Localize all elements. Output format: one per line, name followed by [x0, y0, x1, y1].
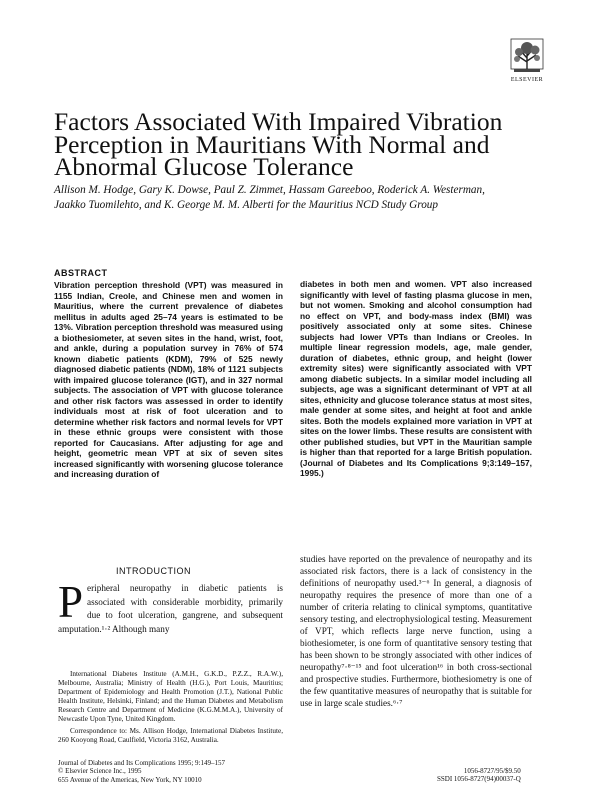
journal-line: 655 Avenue of the Americas, New York, NY 10010: [58, 775, 202, 784]
introduction-text-left: [58, 577, 283, 636]
journal-info: [58, 759, 283, 784]
article-codes: [437, 767, 521, 784]
author-line: Allison M. Hodge, Gary K. Dowse, Paul Z. Zimmet, Hassam Gareeboo, Roderick A. Westerman,: [54, 184, 485, 196]
introduction-text-right: studies have reported on the prevalence of neuropathy and its associated risk factors, there is a lack of consistency in the definitions of neuropathy used.³⁻⁶ In general, a diagnosis of neuropathy requires the presence of more than one of a number of criteria relating to clinical symptoms, quantitative sensory testing, and electrophysiological testing. Measurement of VPT, which reflects large nerve function, using a biothesiometer, is one form of quantitative sensory testing that has been shown to be strongly associated with other indices of neuropathy⁷·⁸⁻¹⁵ and foot ulceration¹⁶ in both cross-sectional and prospective studies. Furthermore, biothesiometry is one of the few quantitative measures of neuropathy that is suitable for use in large scale studies.⁶·⁷: [300, 554, 532, 708]
title-line: Perception in Mauritians With Normal and: [54, 129, 490, 159]
article-title: [54, 107, 554, 181]
journal-line: © Elsevier Science Inc., 1995: [58, 767, 142, 776]
price-code: 1056-8727/95/$9.50: [463, 767, 521, 775]
publisher-name: ELSEVIER: [510, 77, 544, 83]
ssdi-code: SSDI 1056-8727(94)00037-Q: [437, 775, 521, 784]
introduction-heading: INTRODUCTION: [116, 566, 191, 576]
title-line: Factors Associated With Impaired Vibration: [54, 107, 503, 136]
introduction-paragraph: eripheral neuropathy in diabetic patients is associated with considerable morbidity, primarily due to foot ulceration, gangrene, and subsequent amputation.¹·² Although many: [58, 583, 283, 634]
correspondence-note: Correspondence to: Ms. Allison Hodge, International Diabetes Institute, 260 Kooyong Road, Caulfield, Victoria 3162, Australia.: [58, 727, 283, 744]
publisher-logo: [500, 38, 554, 83]
affiliation-note: International Diabetes Institute (A.M.H., G.K.D., P.Z.Z., R.A.W.), Melbourne, Australia; Ministry of Health (H.G.), Port Louis, Mauritius; Department of Epidemiology and Health Promotion (J.T.), National Public Health Institute, Helsinki, Finland; and the Human Diabetes and Metabolism Research Centre and Department of Medicine (K.G.M.M.A.), University of Newcastle Upon Tyne, United Kingdom.: [58, 670, 283, 723]
abstract-text-left: Vibration perception threshold (VPT) was measured in 1155 Indian, Creole, and Chinese men and women in Mauritius, where the current prevalence of diabetes mellitus in adults aged 25–74 years is estimated to be 13%. Vibration perception threshold was measured using a biothesiometer, at seven sites in the hand, wrist, foot, and ankle, during a population survey in 76% of 574 known diabetic patients (KDM), 79% of 525 newly diagnosed diabetic patients (NDM), 18% of 1121 subjects with impaired glucose tolerance (IGT), and in 327 normal subjects. The association of VPT with glucose tolerance and other risk factors was assessed in order to identify individuals most at risk of foot ulceration and to determine whether risk factors and normal levels for VPT in these ethnic groups were consistent with those reported for Caucasians. After adjusting for age and height, geometric mean VPT at six of seven sites increased significantly with worsening glucose tolerance and increasing duration of: [54, 280, 283, 479]
title-line: Abnormal Glucose Tolerance: [54, 152, 354, 181]
abstract-text-right: diabetes in both men and women. VPT also increased significantly with level of fasting plasma glucose in men, but not women. Smoking and alcohol consumption had no effect on VPT, and body-mass index (BMI) was positively associated only at some sites. Chinese subjects had lower VPTs than Indians or Creoles. In multiple linear regression models, age, male gender, duration of diabetes, ethnic group, and height (lower extremity sites) were significantly associated with VPT among diabetic subjects. In a similar model including all subjects, age was a significant determinant of VPT at all sites, ethnicity and glucose tolerance status at most sites, male gender at some sites, and height at foot and ankle sites. Both the models explained more variation in VPT at sites on the lower limbs. These results are consistent with other published studies, but VPT in the Mauritian sample is higher than that reported for a large British population. (Journal of Diabetes and Its Complications 9;3:149–157, 1995.): [300, 279, 532, 478]
elsevier-tree-icon: [510, 38, 544, 76]
footnotes: [58, 670, 283, 748]
abstract-heading: ABSTRACT: [54, 268, 108, 278]
drop-cap: P: [58, 577, 84, 627]
journal-line: Journal of Diabetes and Its Complications 1995; 9:149–157: [58, 759, 226, 767]
author-list: [54, 183, 564, 213]
author-line: Jaakko Tuomilehto, and K. George M. M. Alberti for the Mauritius NCD Study Group: [54, 199, 438, 211]
